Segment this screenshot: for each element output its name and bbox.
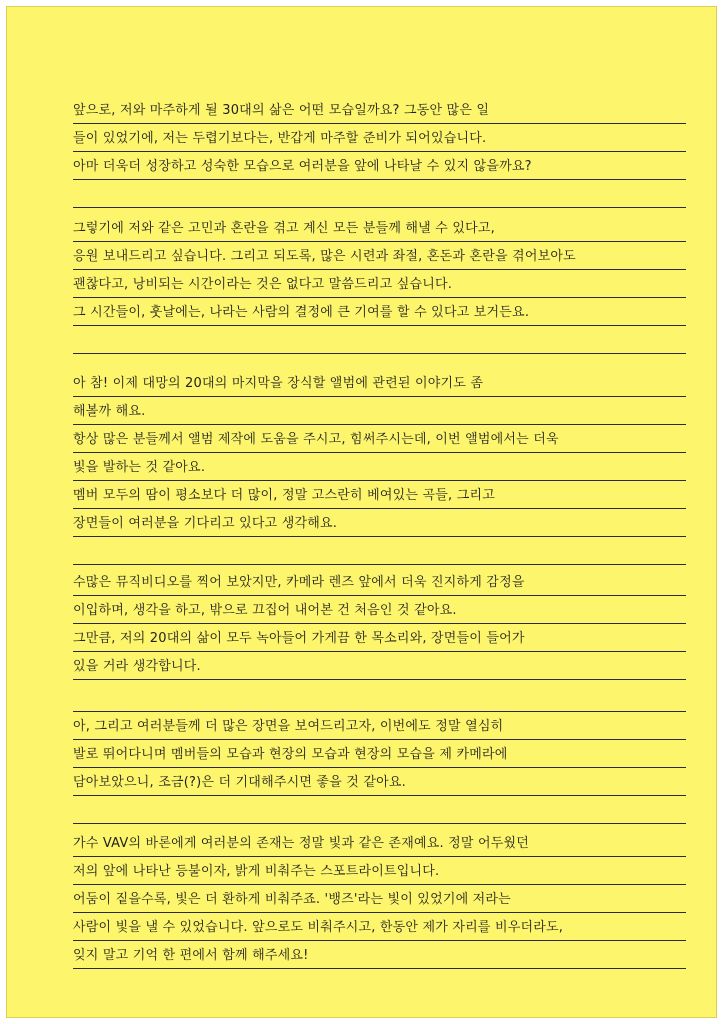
ruled-line [73, 679, 686, 680]
ruled-line [73, 711, 686, 712]
letter-line: 괜찮다고, 낭비되는 시간이라는 것은 없다고 말씀드리고 싶습니다. [73, 277, 453, 292]
letter-line: 가수 VAV의 바론에게 여러분의 존재는 정말 빛과 같은 존재예요. 정말 어두웠던 [73, 836, 530, 851]
ruled-line [73, 739, 686, 740]
letter-line: 사람이 빛을 낼 수 있었습니다. 앞으로도 비춰주시고, 한동안 제가 자리를 비우더라도, [73, 920, 564, 935]
ruled-line [73, 325, 686, 326]
letter-line: 그렇기에 저와 같은 고민과 혼란을 겪고 계신 모든 분들께 해낼 수 있다고, [73, 221, 495, 236]
ruled-line [73, 795, 686, 796]
ruled-line [73, 912, 686, 913]
ruled-line [73, 651, 686, 652]
letter-line: 어둠이 짙을수록, 빛은 더 환하게 비춰주죠. '뱅즈'라는 빛이 있었기에 저라는 [73, 892, 511, 907]
letter-line: 아마 더욱더 성장하고 성숙한 모습으로 여러분을 앞에 나타날 수 있지 않을까요? [73, 159, 532, 174]
ruled-line [73, 480, 686, 481]
ruled-line [73, 353, 686, 354]
ruled-line [73, 207, 686, 208]
ruled-line [73, 396, 686, 397]
ruled-line [73, 856, 686, 857]
ruled-line [73, 269, 686, 270]
ruled-line [73, 424, 686, 425]
letter-line: 아 참! 이제 대망의 20대의 마지막을 장식할 앨범에 관련된 이야기도 좀 [73, 376, 484, 391]
letter-line: 발로 뛰어다니며 멤버들의 모습과 현장의 모습과 현장의 모습을 제 카메라에 [73, 747, 508, 762]
ruled-line [73, 508, 686, 509]
ruled-line [73, 297, 686, 298]
letter-line: 응원 보내드리고 싶습니다. 그리고 되도록, 많은 시련과 좌절, 혼돈과 혼란을 겪어보아도 [73, 249, 576, 264]
ruled-line [73, 123, 686, 124]
ruled-line [73, 151, 686, 152]
ruled-line [73, 564, 686, 565]
letter-line: 저의 앞에 나타난 등불이자, 밝게 비춰주는 스포트라이트입니다. [73, 864, 440, 879]
letter-line: 잊지 말고 기억 한 편에서 함께 해주세요! [73, 948, 309, 963]
letter-line: 들이 있었기에, 저는 두렵기보다는, 반갑게 마주할 준비가 되어있습니다. [73, 131, 487, 146]
ruled-line [73, 767, 686, 768]
ruled-line [73, 241, 686, 242]
ruled-line [73, 595, 686, 596]
letter-line: 앞으로, 저와 마주하게 될 30대의 삶은 어떤 모습일까요? 그동안 많은 일 [73, 103, 490, 118]
ruled-line [73, 968, 686, 969]
letter-line: 아, 그리고 여러분들께 더 많은 장면을 보여드리고자, 이번에도 정말 열심히 [73, 719, 504, 734]
letter-line: 수많은 뮤직비디오를 찍어 보았지만, 카메라 렌즈 앞에서 더욱 진지하게 감정을 [73, 575, 525, 590]
ruled-line [73, 940, 686, 941]
letter-line: 이입하며, 생각을 하고, 밖으로 끄집어 내어본 건 처음인 것 같아요. [73, 603, 457, 618]
ruled-line [73, 452, 686, 453]
ruled-line [73, 823, 686, 824]
ruled-line [73, 536, 686, 537]
letter-line: 담아보았으니, 조금(?)은 더 기대해주시면 좋을 것 같아요. [73, 775, 406, 790]
letter-line: 그 시간들이, 훗날에는, 나라는 사람의 결정에 큰 기여를 할 수 있다고 보거든요. [73, 305, 530, 320]
ruled-line [73, 179, 686, 180]
letter-line: 항상 많은 분들께서 앨범 제작에 도움을 주시고, 힘써주시는데, 이번 앨범에서는 더욱 [73, 432, 559, 447]
letter-line: 빛을 발하는 것 같아요. [73, 460, 206, 475]
ruled-line [73, 623, 686, 624]
letter-paper [6, 6, 717, 1018]
letter-line: 그만큼, 저의 20대의 삶이 모두 녹아들어 가게끔 한 목소리와, 장면들이 들어가 [73, 631, 525, 646]
letter-line: 해볼까 해요. [73, 404, 146, 419]
ruled-line [73, 884, 686, 885]
letter-line: 있을 거라 생각합니다. [73, 659, 201, 674]
letter-line: 장면들이 여러분을 기다리고 있다고 생각해요. [73, 516, 338, 531]
letter-line: 멤버 모두의 땀이 평소보다 더 많이, 정말 고스란히 베여있는 곡들, 그리고 [73, 488, 495, 503]
